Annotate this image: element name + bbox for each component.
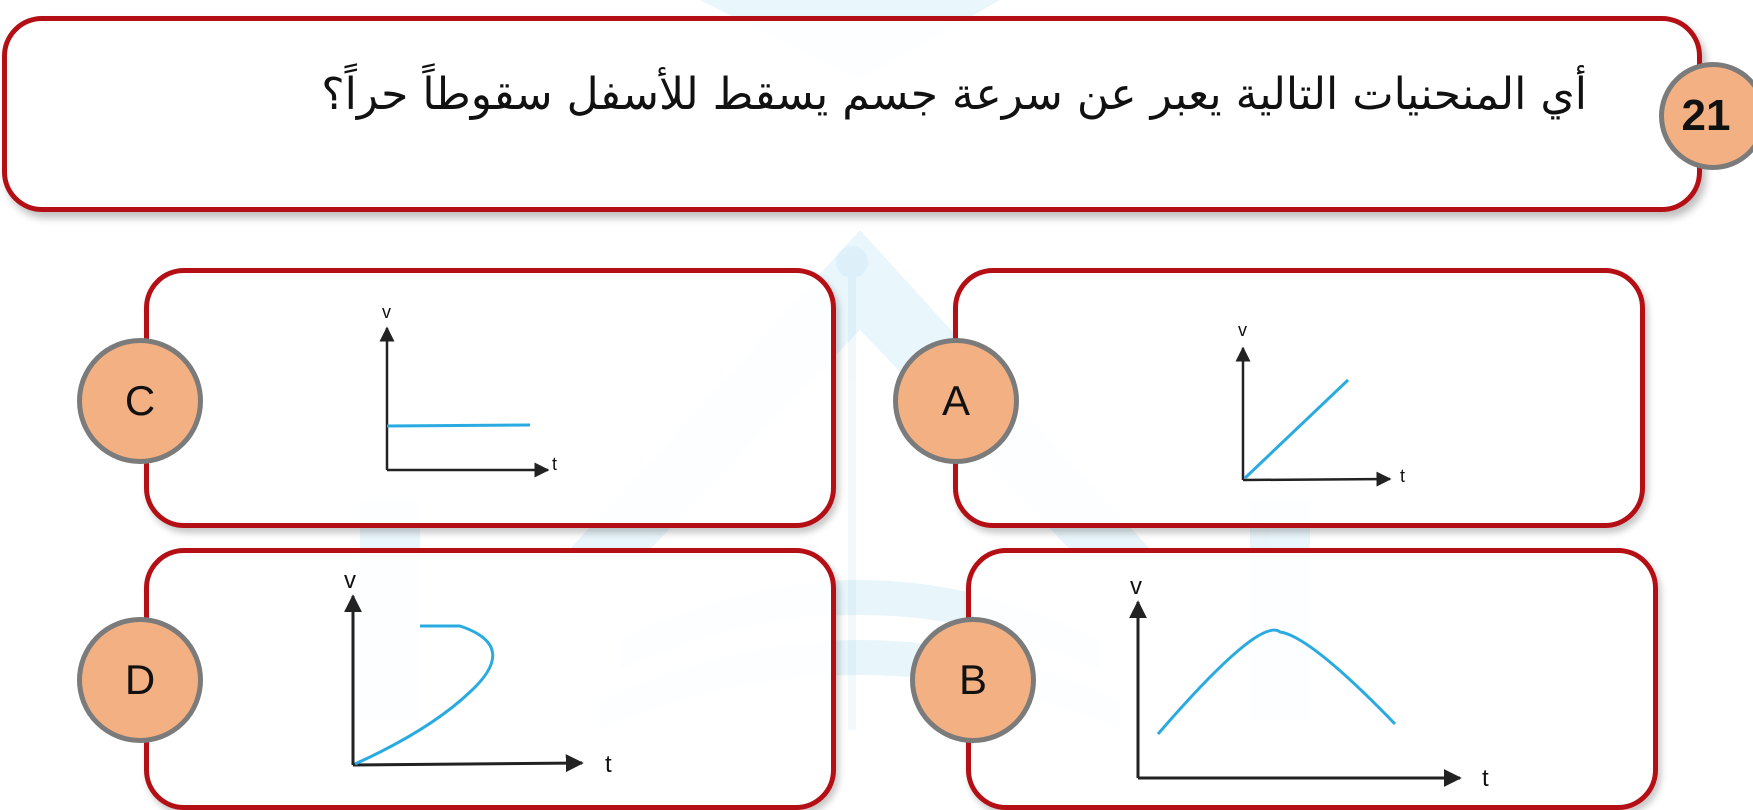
option-d-y-label: v [344, 567, 356, 594]
option-a-x-label: t [1400, 466, 1406, 486]
option-b-letter[interactable]: B [910, 617, 1036, 743]
option-c-x-label: t [552, 454, 558, 474]
option-a-graph [1218, 316, 1418, 492]
option-a-curve [1245, 380, 1348, 478]
option-d-graph [320, 560, 630, 780]
option-c-y-label: v [382, 302, 391, 322]
option-d-x-label: t [605, 751, 612, 778]
option-c-graph [360, 296, 580, 482]
option-d-letter[interactable]: D [77, 617, 203, 743]
question-box [2, 16, 1702, 212]
option-c-letter[interactable]: C [77, 338, 203, 464]
question-text: أي المنحنيات التالية يعبر عن سرعة جسم يسقط للأسفل سقوطاً حراً؟ [321, 69, 1587, 120]
option-d-curve [355, 626, 493, 764]
option-b-x-label: t [1482, 765, 1489, 792]
option-a-y-label: v [1238, 320, 1247, 340]
question-number: 21 [1681, 91, 1731, 140]
option-c-curve [387, 425, 530, 426]
option-b-curve [1158, 630, 1395, 734]
option-b-graph [1110, 566, 1510, 796]
option-d-x-axis [353, 763, 582, 765]
option-b-y-label: v [1130, 573, 1142, 600]
option-a-x-axis [1243, 479, 1390, 480]
option-a-letter[interactable]: A [893, 338, 1019, 464]
